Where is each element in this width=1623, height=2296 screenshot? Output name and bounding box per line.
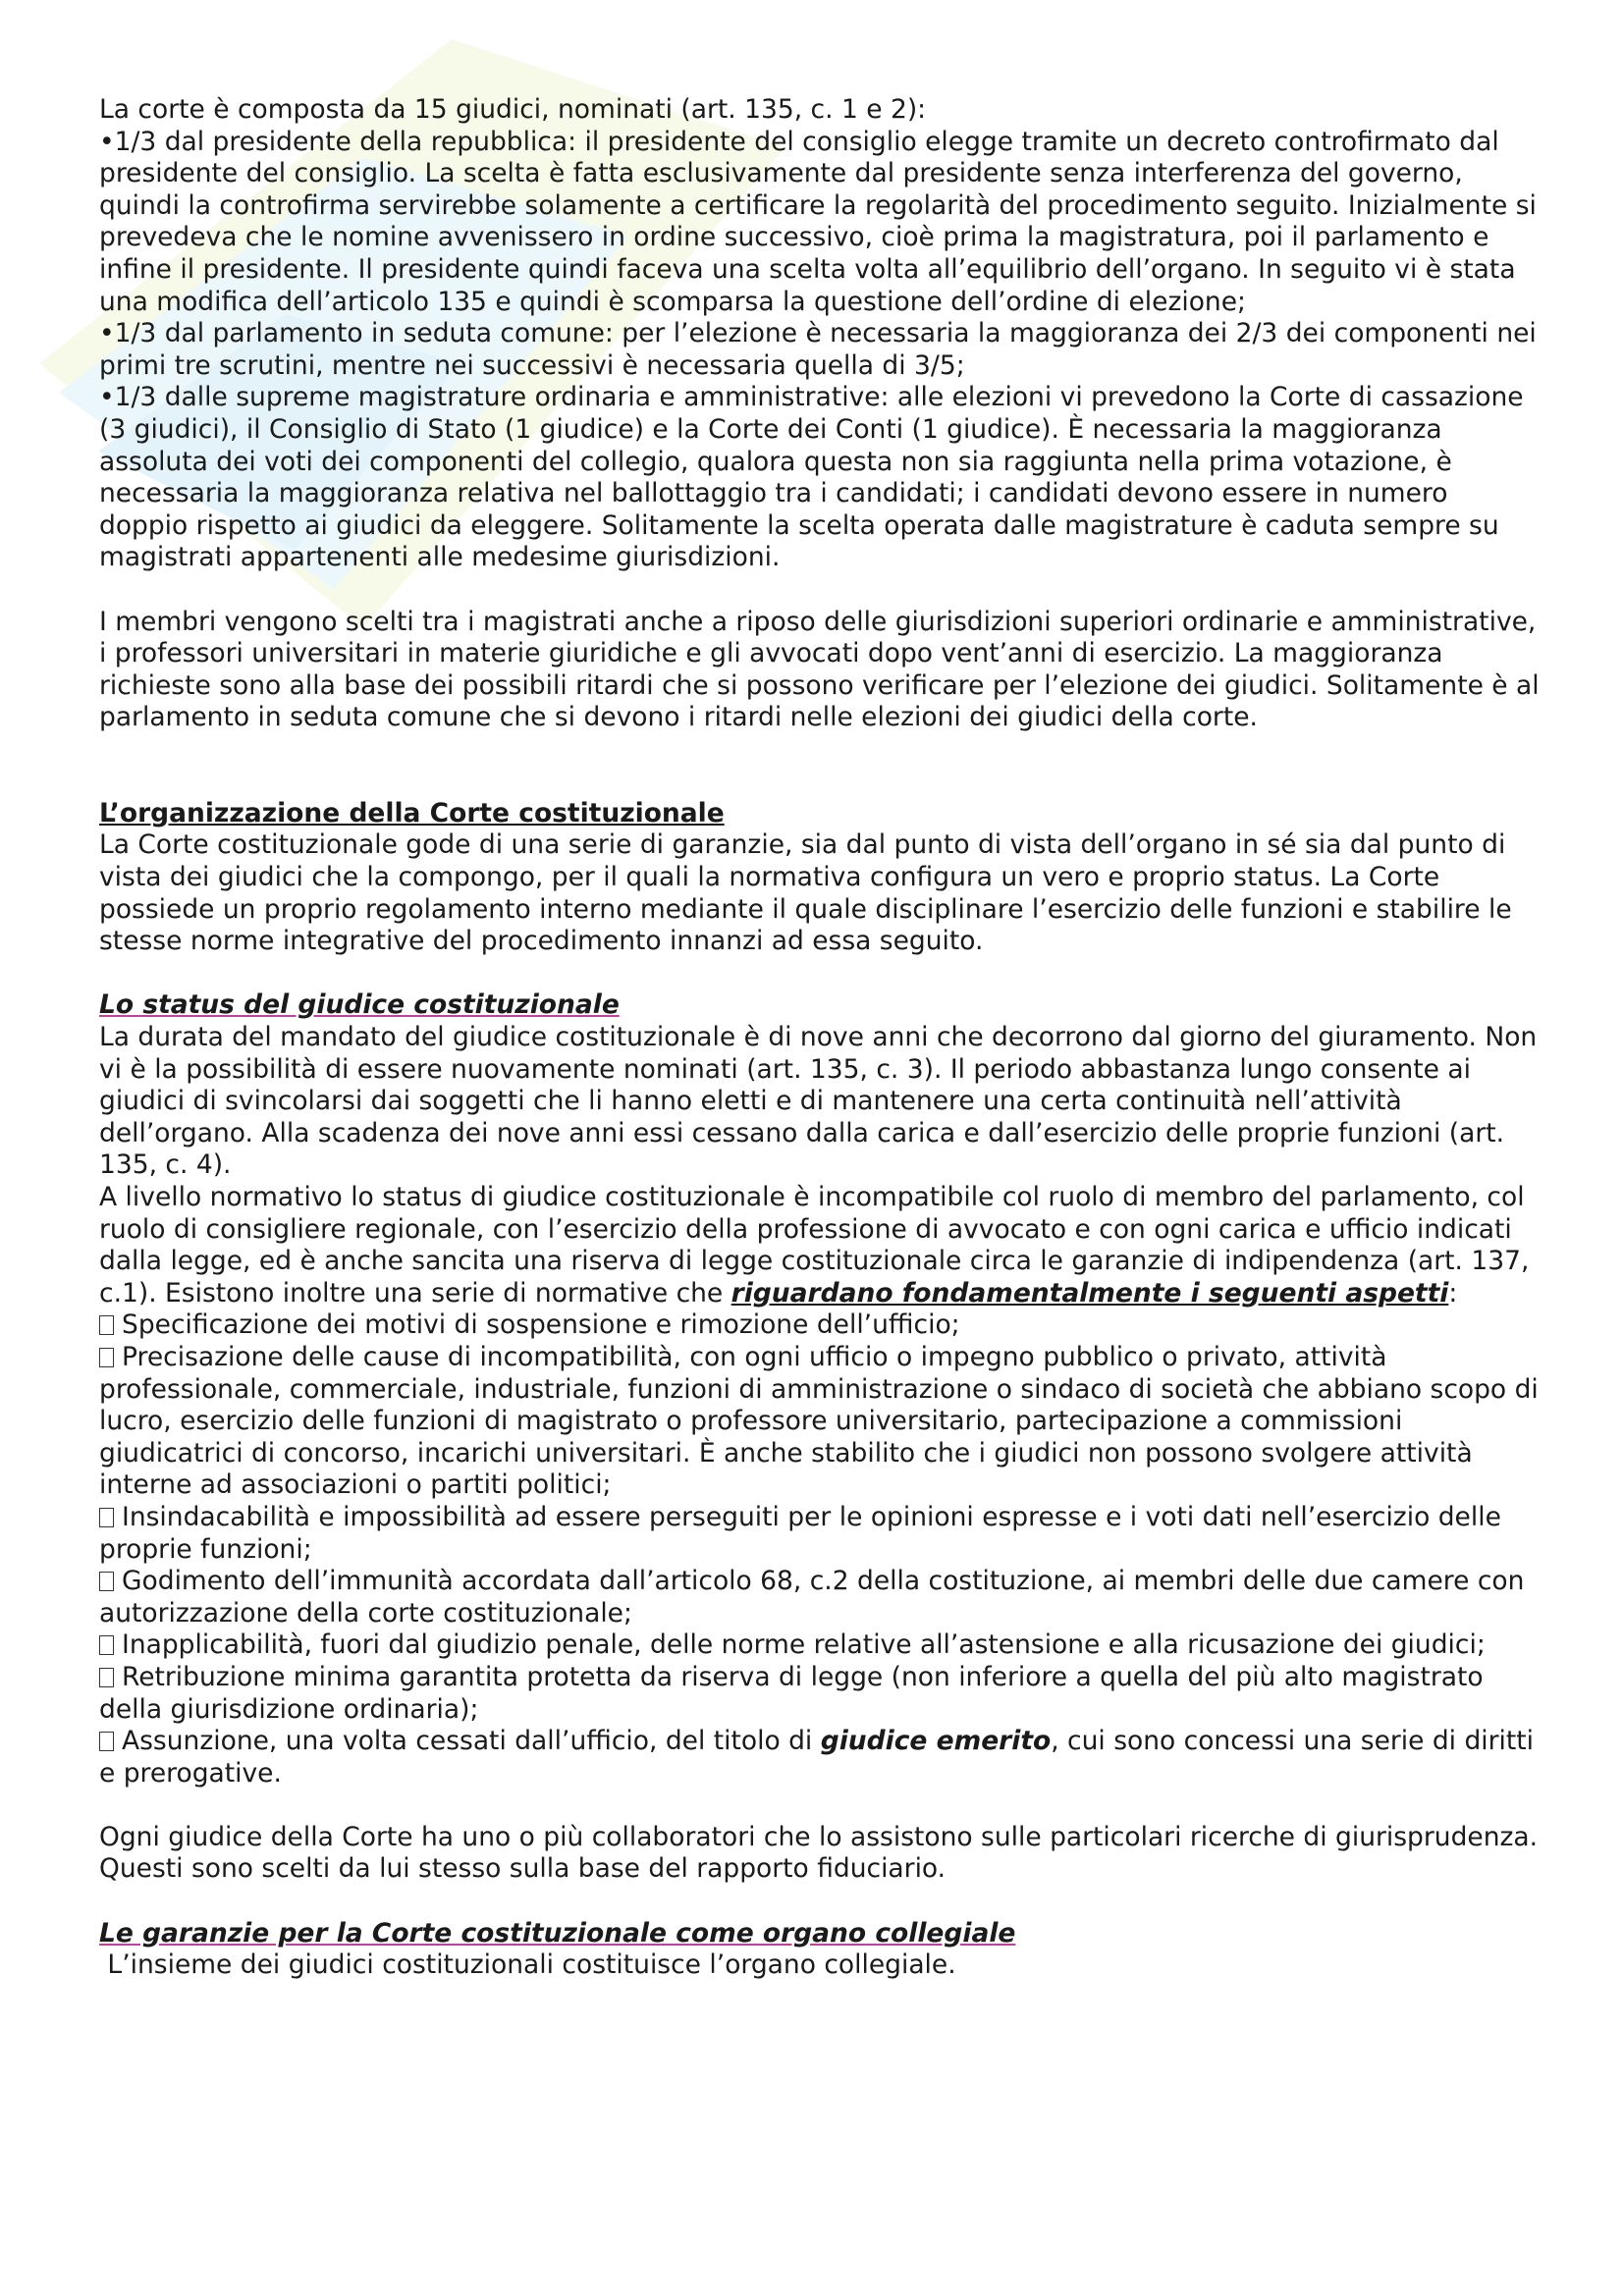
aspect-item-text: Inapplicabilità, fuori dal giudizio penale, delle norme relative all’astensione e alla ricusazione dei giudici;: [122, 1629, 1486, 1661]
heading-garanzie: Le garanzie per la Corte costituzionale come organo collegiale: [99, 1917, 1016, 1949]
status-p2-emphasis: riguardano fondamentalmente i seguenti aspetti: [730, 1277, 1449, 1308]
checkbox-icon: [99, 1348, 114, 1367]
checkbox-icon: [99, 1668, 114, 1687]
composition-intro: La corte è composta da 15 giudici, nominati (art. 135, c. 1 e 2):: [99, 94, 927, 125]
aspect-item: [99, 1629, 1542, 1662]
giudice-emerito-emphasis: giudice emerito: [820, 1726, 1052, 1757]
aspect-item-text: Precisazione delle cause di incompatibilità, con ogni ufficio o impegno pubblico o privato, attività professionale, commerciale, industriale, funzioni di amministrazione o sindaco di società che abbiano scopo di lucro, esercizio delle funzioni di magistrato o professore universitario, partecipazione a commissioni giudicatrici di concorso, incarichi universitari. È anche stabilito che i giudici non possono svolgere attività interne ad associazioni o partiti politici;: [99, 1341, 1539, 1501]
status-p2-end: :: [1448, 1277, 1458, 1308]
members-paragraph: I membri vengono scelti tra i magistrati anche a riposo delle giurisdizioni superiori ordinarie e amministrative, i professori universitari in materie giuridiche e gli avvocati dopo vent’anni di esercizio. La maggioranza richieste sono alla base dei possibili ritardi che si possono verificare per l’elezione dei giudici. Solitamente è al parlamento in seduta comune che si devono i ritardi nelle elezioni dei giudici della corte.: [99, 606, 1540, 733]
checkbox-icon: [99, 1315, 114, 1335]
status-p2-text: A livello normativo lo status di giudice costituzionale è incompatibile col ruolo di membro del parlamento, col ruolo di consigliere regionale, con l’esercizio della professione di avvocato e con ogni carica e ufficio indicati dalla legge, ed è anche sancita una riserva di legge costituzionale circa le garanzie di indipendenza (art. 137, c.1). Esistono inoltre una serie di normative che: [99, 1182, 1530, 1308]
aspect-item: [99, 1726, 1542, 1789]
heading-status: Lo status del giudice costituzionale: [99, 989, 620, 1021]
bullet-parliament: •1/3 dal parlamento in seduta comune: per l’elezione è necessaria la maggioranza dei 2/3 dei componenti nei primi tre scrutini, mentre nei successivi è necessaria quella di 3/5;: [99, 318, 1537, 381]
aspect-item-text: Specificazione dei motivi di sospensione e rimozione dell’ufficio;: [122, 1309, 960, 1341]
aspect-item: [99, 1502, 1542, 1566]
aspect-item-text: Insindacabilità e impossibilità ad essere perseguiti per le opinioni espresse e i voti dati nell’esercizio delle proprie funzioni;: [99, 1501, 1501, 1565]
aspect-item: [99, 1566, 1542, 1629]
aspect-item-text: Assunzione, una volta cessati dall’ufficio, del titolo di: [122, 1726, 821, 1757]
bullet-magistrature: •1/3 dalle supreme magistrature ordinaria e amministrative: alle elezioni vi prevedono la Corte di cassazione (3 giudici), il Consiglio di Stato (1 giudice) e la Corte dei Conti (1 giudice). È necessaria la maggioranza assoluta dei voti dei componenti del collegio, qualora questa non sia raggiunta nella prima votazione, è necessaria la maggioranza relativa nel ballottaggio tra i candidati; i candidati devono essere in numero doppio rispetto ai giudici da eleggere. Solitamente la scelta operata dalle magistrature è caduta sempre su magistrati appartenenti alle medesime giurisdizioni.: [99, 382, 1524, 573]
status-paragraph-1: La durata del mandato del giudice costituzionale è di nove anni che decorrono dal giorno del giuramento. Non vi è la possibilità di essere nuovamente nominati (art. 135, c. 3). Il periodo abbastanza lungo consente ai giudici di svincolarsi dai soggetti che li hanno eletti e di mantenere una certa continuità nell’attività dell’organo. Alla scadenza dei nove anni essi cessano dalla carica e dall’esercizio delle proprie funzioni (art. 135, c. 4).: [99, 1022, 1538, 1181]
document-page: [99, 94, 1542, 1982]
bullet-president: •1/3 dal presidente della repubblica: il presidente del consiglio elegge tramite un decreto controfirmato dal presidente del consiglio. La scelta è fatta esclusivamente dal presidente senza interferenza del governo, quindi la controfirma servirebbe solamente a certificare la regolarità del procedimento seguito. Inizialmente si prevedeva che le nomine avvenissero in ordine successivo, cioè prima la magistratura, poi il parlamento e infine il presidente. Il presidente quindi faceva una scelta volta all’equilibrio dell’organo. In seguito vi è stata una modifica dell’articolo 135 e quindi è scomparsa la questione dell’ordine di elezione;: [99, 126, 1537, 317]
aspect-item-text: Retribuzione minima garantita protetta da riserva di legge (non inferiore a quella del più alto magistrato della giurisdizione ordinaria);: [99, 1661, 1484, 1725]
checkbox-icon: [99, 1635, 114, 1655]
aspect-item-text: Godimento dell’immunità accordata dall’articolo 68, c.2 della costituzione, ai membri delle due camere con autorizzazione della corte costituzionale;: [99, 1566, 1525, 1629]
checkbox-icon: [99, 1508, 114, 1527]
collaborators-paragraph: Ogni giudice della Corte ha uno o più collaboratori che lo assistono sulle particolari ricerche di giurisprudenza. Questi sono scelti da lui stesso sulla base del rapporto fiduciario.: [99, 1821, 1539, 1885]
aspect-item: [99, 1309, 1542, 1342]
aspect-item: [99, 1662, 1542, 1726]
aspect-item-text-end: , cui sono concessi una serie di diritti e prerogative.: [99, 1726, 1535, 1789]
aspect-item: [99, 1342, 1542, 1502]
checkbox-icon: [99, 1732, 114, 1751]
status-paragraph-2: [99, 1182, 1542, 1309]
organizzazione-paragraph: La Corte costituzionale gode di una serie di garanzie, sia dal punto di vista dell’organo in sé sia dal punto di vista dei giudici che la compongo, per il quali la normativa configura un vero e proprio status. La Corte possiede un proprio regolamento interno mediante il quale disciplinare l’esercizio delle funzioni e stabilire le stesse norme integrative del procedimento innanzi ad essa seguito.: [99, 829, 1512, 957]
checkbox-icon: [99, 1572, 114, 1591]
heading-organizzazione: L’organizzazione della Corte costituzionale: [99, 797, 725, 828]
garanzie-paragraph: L’insieme dei giudici costituzionali costituisce l’organo collegiale.: [99, 1949, 956, 1981]
